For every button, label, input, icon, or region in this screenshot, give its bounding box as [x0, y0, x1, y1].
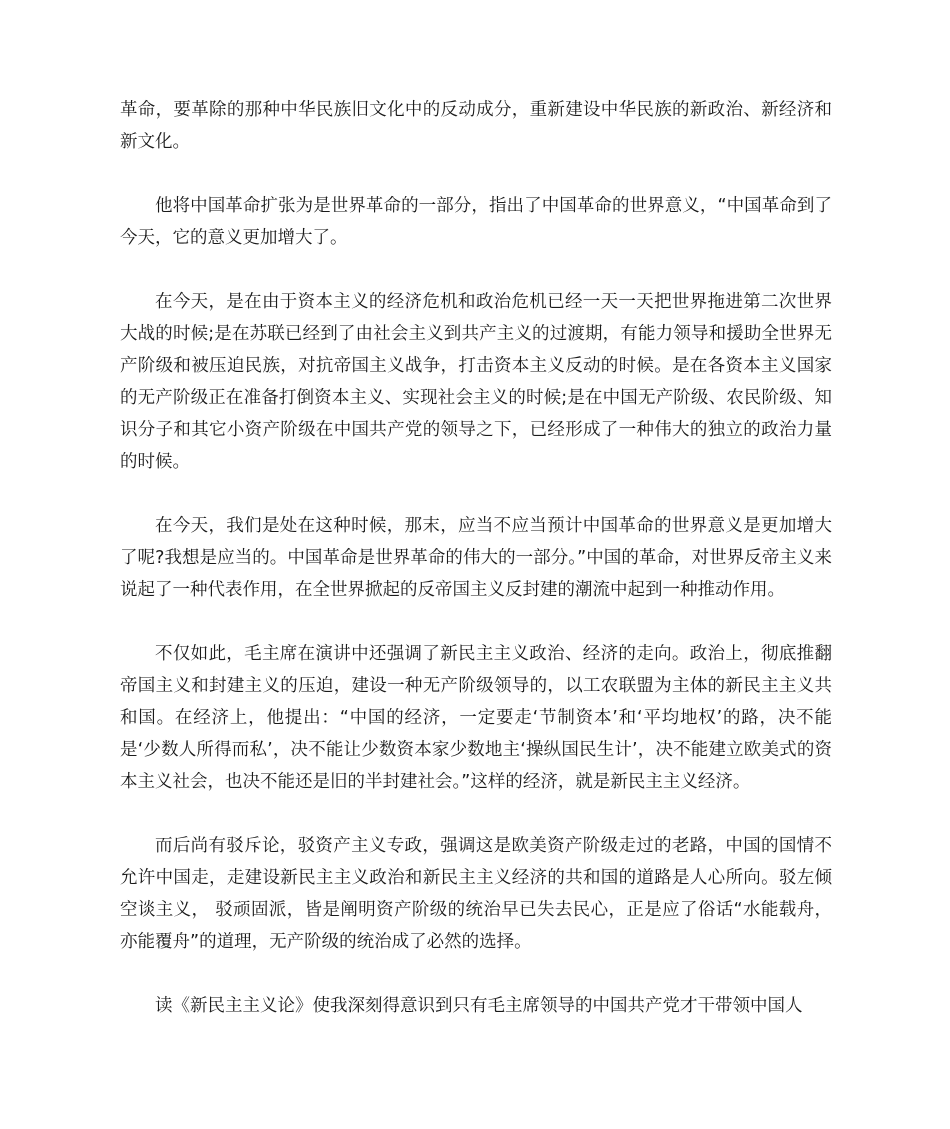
paragraph-truncated: 读《新民主主义论》使我深刻得意识到只有毛主席领导的中国共产党才干带领中国人 [155, 996, 803, 1016]
paragraph: 而后尚有驳斥论，驳资产主义专政，强调这是欧美资产阶级走过的老路，中国的国情不允许中国走，走建设新民主主义政治和新民主主义经济的共和国的道路是人心所向。驳左倾空谈主义， 驳顽固派，皆是阐明资产阶级的统治早已失去民心，正是应了俗话“水能载舟，亦能覆舟”的道理，无产阶级的统治成了必然的选择。 [120, 836, 832, 952]
paragraph: 他将中国革命扩张为是世界革命的一部分，指出了中国革命的世界意义，“中国革命到了今天，它的意义更加增大了。 [120, 196, 832, 248]
paragraph: 在今天，是在由于资本主义的经济危机和政治危机已经一天一天把世界拖进第二次世界大战的时候;是在苏联已经到了由社会主义到共产主义的过渡期，有能力领导和援助全世界无产阶级和被压迫民族，对抗帝国主义战争，打击资本主义反动的时候。是在各资本主义国家的无产阶级正在准备打倒资本主义、实现社会主义的时候;是在中国无产阶级、农民阶级、知识分子和其它小资产阶级在中国共产党的领导之下，已经形成了一种伟大的独立的政治力量的时候。 [120, 292, 832, 472]
paragraph: 不仅如此，毛主席在演讲中还强调了新民主主义政治、经济的走向。政治上，彻底推翻帝国主义和封建主义的压迫，建设一种无产阶级领导的，以工农联盟为主体的新民主主义共和国。在经济上，他提出：“中国的经济，一定要走‘节制资本’和‘平均地权’的路，决不能是‘少数人所得而私’，决不能让少数资本家少数地主‘操纵国民生计’，决不能建立欧美式的资本主义社会，也决不能还是旧的半封建社会。”这样的经济，就是新民主主义经济。 [120, 644, 832, 792]
paragraph-continuation: 革命，要革除的那种中华民族旧文化中的反动成分，重新建设中华民族的新政治、新经济和新文化。 [120, 100, 832, 152]
paragraph: 在今天，我们是处在这种时候，那末，应当不应当预计中国革命的世界意义是更加增大了呢?我想是应当的。中国革命是世界革命的伟大的一部分。”中国的革命，对世界反帝主义来说起了一种代表作用，在全世界掀起的反帝国主义反封建的潮流中起到一种推动作用。 [120, 516, 832, 600]
document-body [120, 94, 832, 1022]
